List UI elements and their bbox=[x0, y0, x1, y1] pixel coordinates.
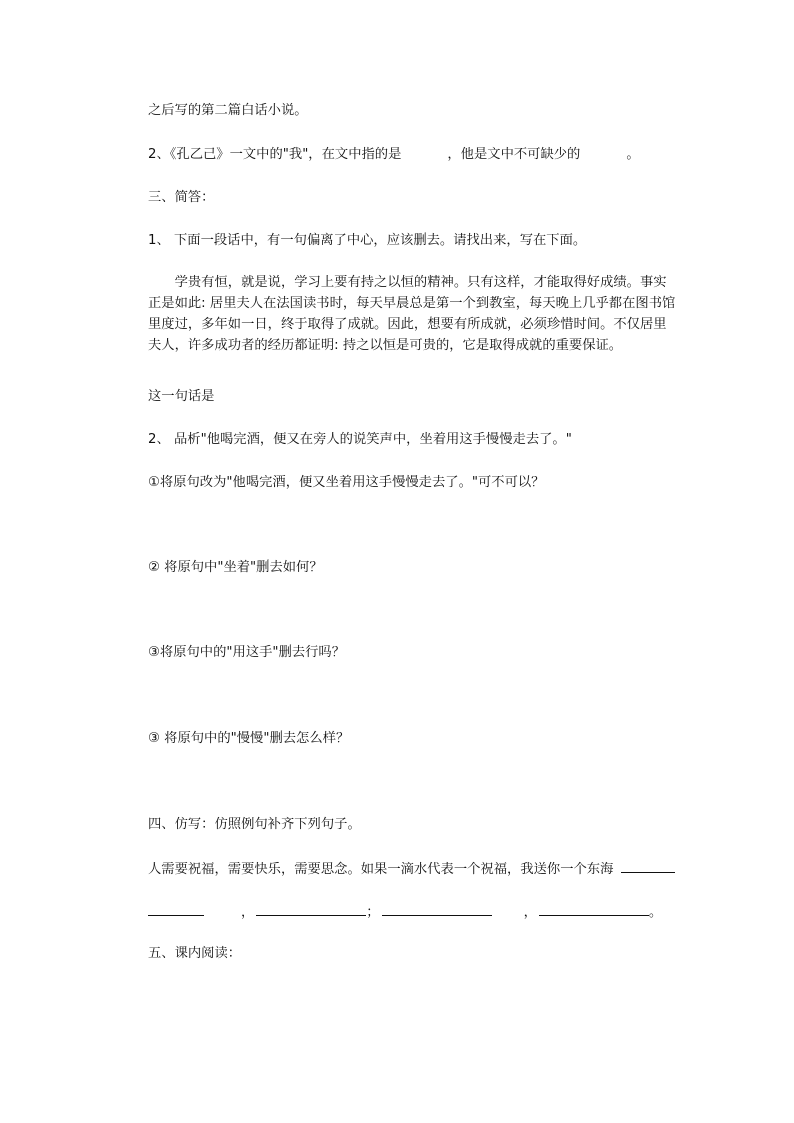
question-2-part-b: ，他是文中不可缺少的 bbox=[447, 147, 581, 162]
sub-question-4: ③ 将原句中的"慢慢"删去怎么样？ bbox=[148, 731, 350, 746]
semicolon: ； bbox=[366, 905, 380, 920]
comma-1: ， bbox=[241, 905, 255, 920]
imitation-blanks-row bbox=[148, 901, 662, 923]
question-2-part-c: 。 bbox=[626, 147, 640, 162]
comma-2: ， bbox=[523, 905, 537, 920]
text-line-continuation: 之后写的第二篇白话小说。 bbox=[148, 103, 308, 118]
sentence-end: 。 bbox=[648, 905, 663, 920]
sub-question-1: ①将原句改为"他喝完酒，便又坐着用这手慢慢走去了。"可不可以？ bbox=[148, 475, 545, 490]
example-sentence: 人需要祝福，需要快乐，需要思念。如果一滴水代表一个祝福，我送你一个东海 bbox=[148, 862, 614, 877]
fill-blank-2[interactable] bbox=[148, 901, 204, 916]
sub-question-2: ② 将原句中"坐着"删去如何？ bbox=[148, 560, 323, 575]
fill-blank-1[interactable] bbox=[621, 858, 675, 873]
question-2-fill-blank bbox=[148, 145, 640, 165]
question-1-prompt: 1、 下面一段话中，有一句偏离了中心，应该删去。请找出来，写在下面。 bbox=[148, 233, 587, 248]
passage-paragraph: 学贵有恒，就是说，学习上要有持之以恒的精神。只有这样，才能取得好成绩。事实正是如此: 居里夫人在法国读书时，每天早晨总是第一个到教室，每天晚上几乎都在图书馆里度过，多年如一日，终于取得了成就。因此，想要有所成就，必须珍惜时间。不仅居里夫人，许多成功者的经历都证明: 持之以恒是可贵的，它是取得成就的重要保证。 bbox=[148, 275, 676, 353]
fill-blank-4[interactable] bbox=[382, 901, 492, 916]
section-5-heading: 五、课内阅读： bbox=[148, 946, 242, 961]
fill-blank-3[interactable] bbox=[256, 901, 366, 916]
section-4-heading: 四、仿写：仿照例句补齐下列句子。 bbox=[148, 817, 361, 832]
imitation-example bbox=[148, 858, 675, 880]
question-2-part-a: 2、《孔乙己》一文中的"我"，在文中指的是 bbox=[148, 147, 402, 162]
sub-question-3: ③将原句中的"用这手"删去行吗？ bbox=[148, 645, 346, 660]
section-3-heading: 三、简答： bbox=[148, 190, 215, 205]
answer-prompt: 这一句话是 bbox=[148, 389, 215, 404]
question-2-prompt: 2、 品析"他喝完酒，便又在旁人的说笑声中，坐着用这手慢慢走去了。" bbox=[148, 432, 572, 447]
fill-blank-5[interactable] bbox=[539, 901, 649, 916]
